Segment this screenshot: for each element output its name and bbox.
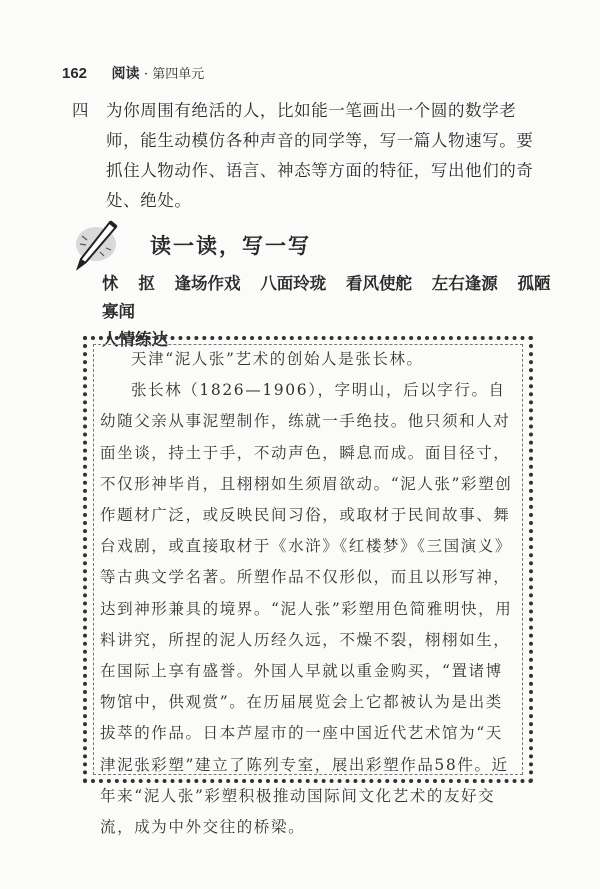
vocab-word: 抠 — [138, 274, 155, 293]
vocab-word: 怵 — [102, 274, 119, 293]
vocab-word: 逢场作戏 — [174, 274, 241, 293]
unit-label: 阅读 — [111, 66, 140, 82]
reading-passage — [100, 344, 518, 843]
vocab-word: 孤陋寡闻 — [102, 274, 551, 321]
pencil-icon — [70, 218, 126, 274]
vocab-word: 看风使舵 — [346, 274, 412, 293]
vocab-word: 左右逢源 — [431, 274, 498, 293]
exercise-item — [72, 96, 542, 216]
page-header — [62, 63, 204, 83]
passage-paragraph: 张长林（1826—1906），字明山，后以字行。自幼随父亲从事泥塑制作，练就一手绝技。他只须和人对面坐谈，持土于手，不动声色，瞬息而成。面目径寸，不仅形神毕肖，且栩栩如生须眉欲动。“泥人张”彩塑创作题材广泛，或反映民间习俗，或取材于民间故事、舞台戏剧，或直接取材于《水浒》《红楼梦》《三国演义》等古典文学名著。所塑作品不仅形似，而且以形写神，达到神形兼具的境界。“泥人张”彩塑用色简雅明快，用料讲究，所捏的泥人历经久远，不燥不裂，栩栩如生，在国际上享有盛誉。外国人早就以重金购买，“置诸博物馆中，供观赏”。在历届展览会上它都被认为是出类拔萃的作品。日本芦屋市的一座中国近代艺术馆为“天津泥张彩塑”建立了陈列专室，展出彩塑作品58件。近年来“泥人张”彩塑积极推动国际间文化艺术的友好交流，成为中外交往的桥梁。 — [100, 381, 513, 837]
exercise-text: 为你周围有绝活的人，比如能一笔画出一个圆的数学老师，能生动模仿各种声音的同学等，写一篇人物速写。要抓住人物动作、语言、神态等方面的特征，写出他们的奇处、绝处。 — [106, 101, 534, 210]
vocab-word: 人情练达 — [102, 330, 168, 349]
section-title: 读一读，写一写 — [150, 234, 311, 258]
unit-subtitle: · 第四单元 — [143, 67, 205, 82]
exercise-number: 四 — [72, 101, 89, 120]
page-number: 162 — [62, 65, 88, 82]
section-heading — [70, 218, 550, 274]
passage-paragraph: 天津“泥人张”艺术的创始人是张长林。 — [131, 350, 424, 368]
vocab-word: 八面玲珑 — [260, 274, 327, 293]
